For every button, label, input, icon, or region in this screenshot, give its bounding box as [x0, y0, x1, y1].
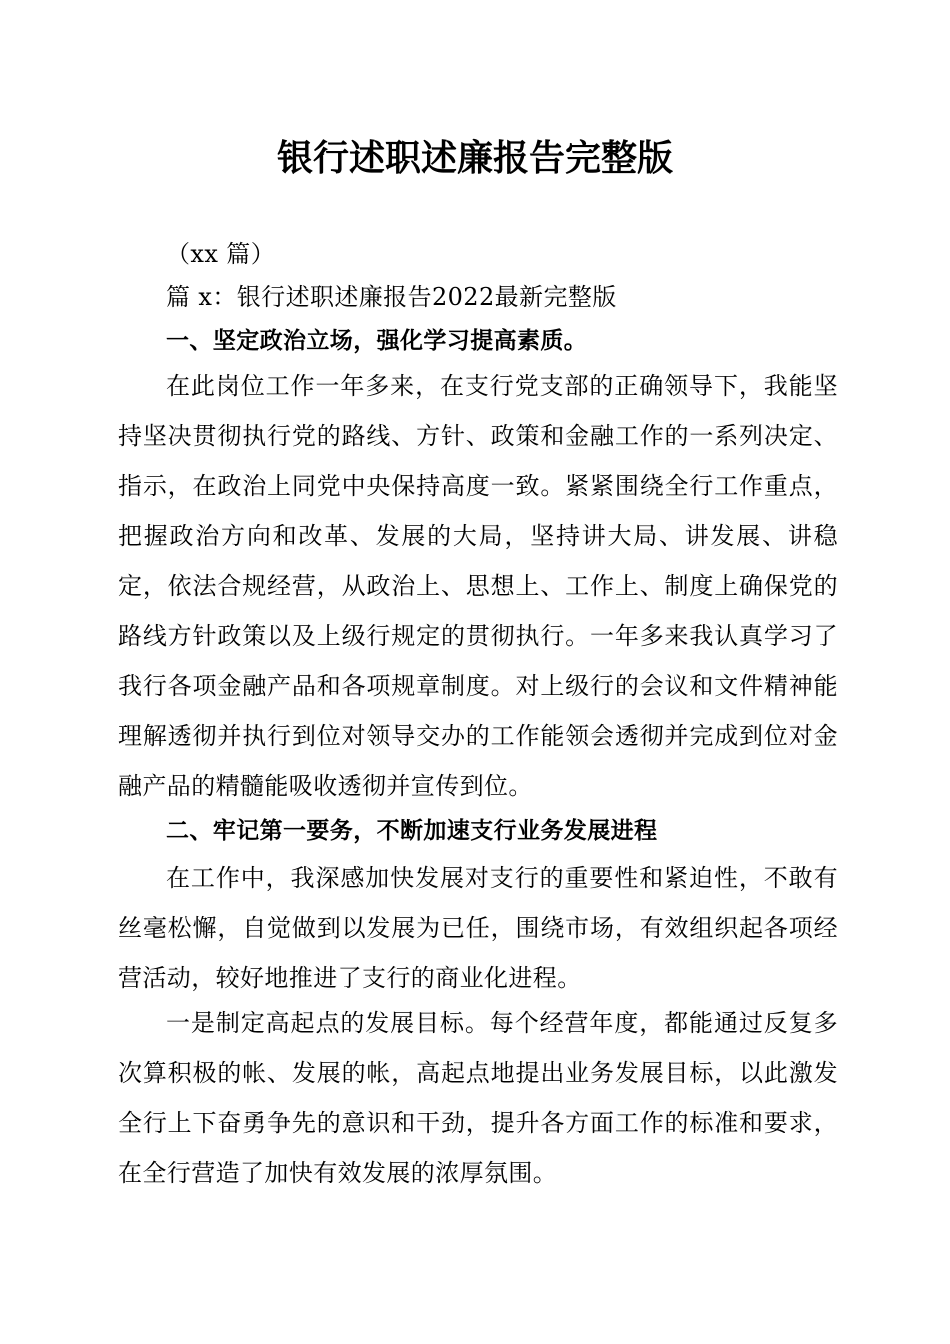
- document-subtitle: （xx 篇）: [166, 240, 276, 268]
- section-1-paragraph: 在此岗位工作一年多来，在支行党支部的正确领导下，我能坚持坚决贯彻执行党的路线、方针、政策和金融工作的一系列决定、指示，在政治上同党中央保持高度一致。紧紧围绕全行工作重点，把握政治方向和改革、发展的大局，坚持讲大局、讲发展、讲稳定，依法合规经营，从政治上、思想上、工作上、制度上确保党的路线方针政策以及上级行规定的贯彻执行。一年多来我认真学习了我行各项金融产品和各项规章制度。对上级行的会议和文件精神能理解透彻并执行到位对领导交办的工作能领会透彻并完成到位对金融产品的精髓能吸收透彻并宣传到位。: [118, 372, 838, 800]
- point-1-lead: 一是制定高起点的发展目标。: [166, 1009, 490, 1037]
- article-label: 篇 x：银行述职述廉报告2022最新完整版: [166, 283, 617, 311]
- point-1-text: 每个经营年度，都能通过反复多次算积极的帐、发展的帐，高起点地提出业务发展目标，以此激发全行上下奋勇争先的意识和干劲，提升各方面工作的标准和要求，在全行营造了加快有效发展的浓厚氛围。: [118, 1009, 838, 1187]
- document-title: 银行述职述廉报告完整版: [276, 137, 673, 179]
- section-2-heading: 二、牢记第一要务，不断加速支行业务发展进程: [166, 818, 658, 844]
- point-1-paragraph: [118, 998, 838, 1198]
- section-2-paragraph: 在工作中，我深感加快发展对支行的重要性和紧迫性，不敢有丝毫松懈，自觉做到以发展为已任，围绕市场，有效组织起各项经营活动，较好地推进了支行的商业化进程。: [118, 864, 838, 992]
- section-1-heading: 一、坚定政治立场，强化学习提高素质。: [166, 328, 588, 354]
